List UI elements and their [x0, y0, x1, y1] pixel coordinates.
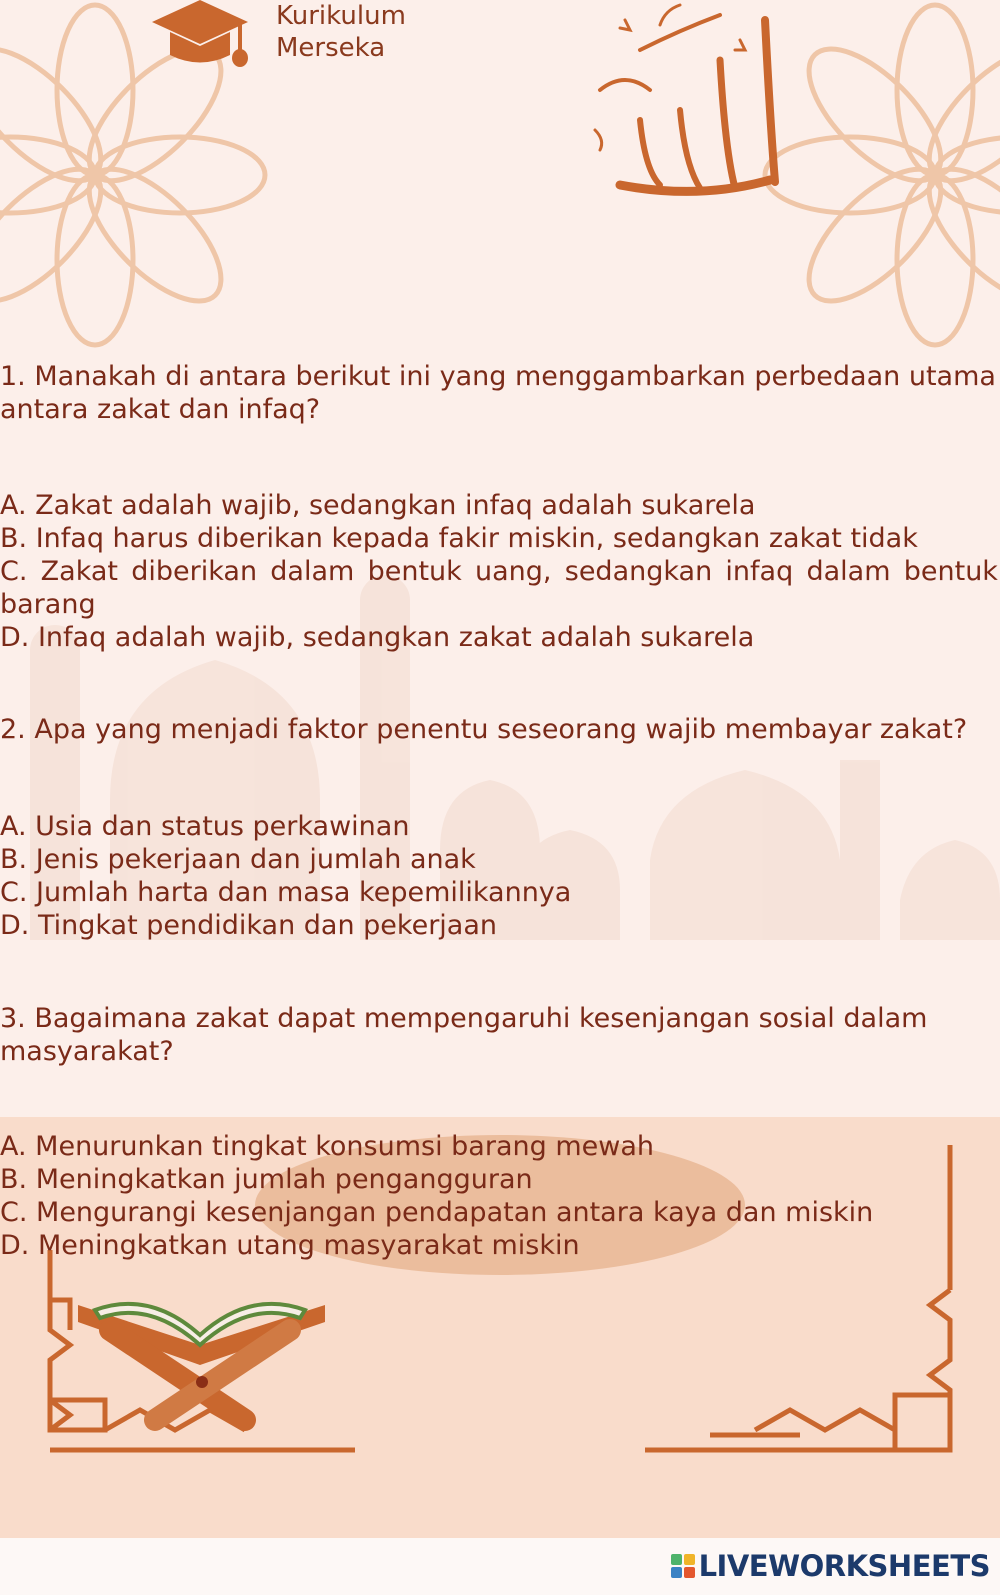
- liveworksheets-icon: [671, 1554, 695, 1578]
- liveworksheets-logo[interactable]: [671, 1549, 990, 1583]
- question-3-text-line-2: masyarakat?: [0, 1036, 174, 1067]
- option-1c-word: dalam: [806, 556, 891, 587]
- option-1c-word: diberikan: [131, 556, 258, 587]
- option-1c-continued[interactable]: barang: [0, 589, 96, 620]
- question-2: [0, 713, 1000, 746]
- question-3-options: [0, 1130, 1000, 1262]
- option-2a[interactable]: A. Usia dan status perkawinan: [0, 811, 410, 842]
- question-1: [0, 360, 1000, 426]
- flower-ornament-right: [765, 5, 1000, 345]
- footer: [0, 1538, 1000, 1595]
- question-1-options: [0, 489, 1000, 654]
- option-1c-word: bentuk: [903, 556, 998, 587]
- question-3: [0, 1002, 1000, 1068]
- question-2-text-line-1: 2. Apa yang menjadi faktor penentu seseorang wajib membayar zakat?: [0, 714, 968, 745]
- liveworksheets-brand: LIVEWORKSHEETS: [698, 1549, 990, 1583]
- option-1c-word: infaq: [725, 556, 794, 587]
- option-1c-word: sedangkan: [564, 556, 713, 587]
- option-3c[interactable]: C. Mengurangi kesenjangan pendapatan antara kaya dan miskin: [0, 1197, 874, 1228]
- option-1c-word: bentuk: [367, 556, 462, 587]
- option-1c-word: uang,: [475, 556, 552, 587]
- option-1c-word: C.: [0, 556, 28, 587]
- option-3b[interactable]: B. Meningkatkan jumlah pengangguran: [0, 1164, 533, 1195]
- option-1c[interactable]: [0, 555, 998, 588]
- option-1c-word: Zakat: [40, 556, 119, 587]
- option-3a[interactable]: A. Menurunkan tingkat konsumsi barang mewah: [0, 1131, 654, 1162]
- option-2b[interactable]: B. Jenis pekerjaan dan jumlah anak: [0, 844, 476, 875]
- question-1-text-line-2: antara zakat dan infaq?: [0, 394, 321, 425]
- question-1-text-line-1: 1. Manakah di antara berikut ini yang menggambarkan perbedaan utama: [0, 361, 996, 392]
- curriculum-line-2: Merseka: [276, 33, 386, 63]
- option-2d[interactable]: D. Tingkat pendidikan dan pekerjaan: [0, 910, 498, 941]
- curriculum-label: [276, 0, 406, 64]
- option-1a[interactable]: A. Zakat adalah wajib, sedangkan infaq adalah sukarela: [0, 490, 756, 521]
- option-1d[interactable]: D. Infaq adalah wajib, sedangkan zakat adalah sukarela: [0, 622, 755, 653]
- option-2c[interactable]: C. Jumlah harta dan masa kepemilikannya: [0, 877, 572, 908]
- calligraphy-ornament: [595, 5, 775, 191]
- option-3d[interactable]: D. Meningkatkan utang masyarakat miskin: [0, 1230, 580, 1261]
- option-1c-word: dalam: [270, 556, 355, 587]
- curriculum-line-1: Kurikulum: [276, 1, 406, 31]
- option-1b[interactable]: B. Infaq harus diberikan kepada fakir miskin, sedangkan zakat tidak: [0, 523, 918, 554]
- question-2-options: [0, 810, 1000, 942]
- question-3-text-line-1: 3. Bagaimana zakat dapat mempengaruhi kesenjangan sosial dalam: [0, 1003, 928, 1034]
